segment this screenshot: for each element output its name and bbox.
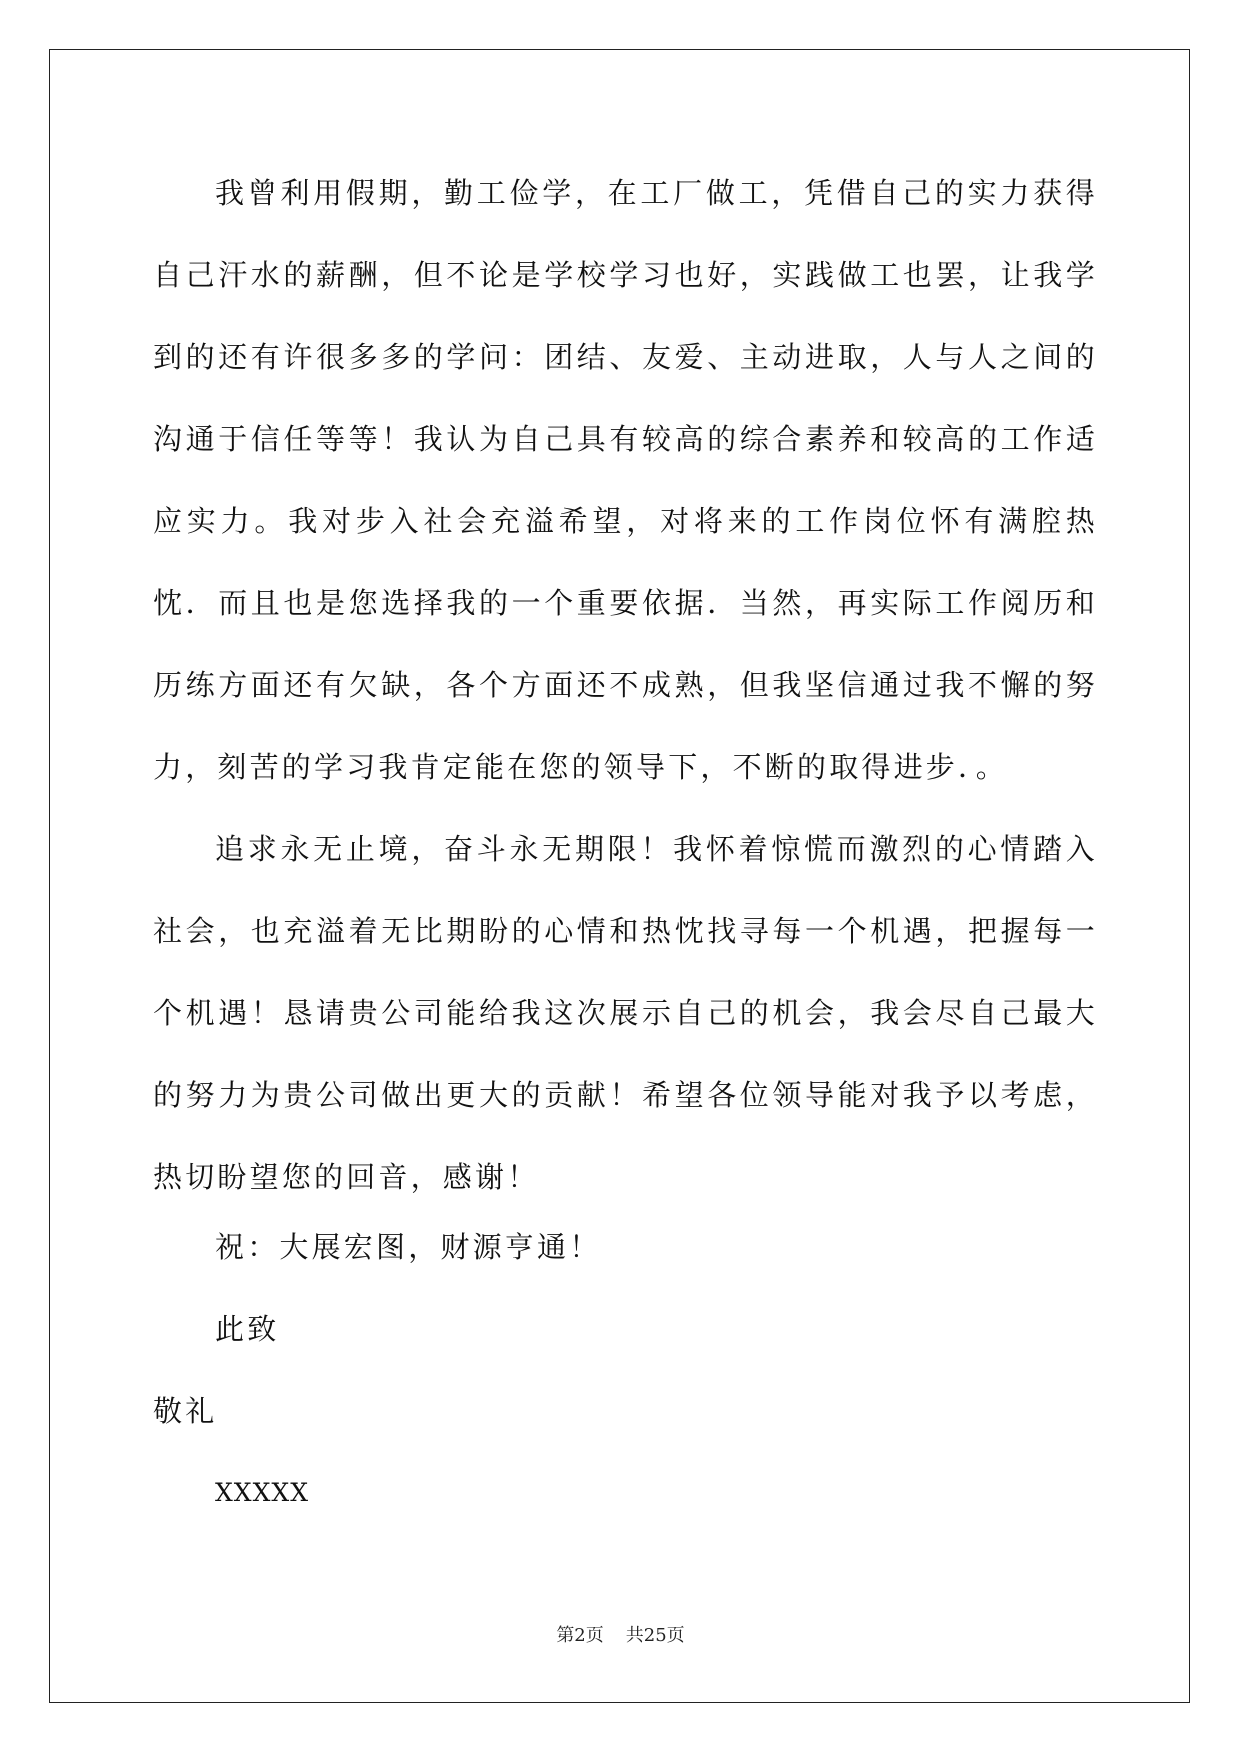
page-number: 第2页 — [556, 1625, 604, 1646]
letter-body — [153, 152, 1098, 1218]
salute-line: 敬礼 — [153, 1394, 218, 1428]
signature: XXXXX — [215, 1478, 309, 1507]
closing-line: 此致 — [215, 1312, 280, 1346]
wish-line: 祝：大展宏图，财源亨通！ — [215, 1230, 602, 1264]
letter-closing — [153, 1206, 1098, 1534]
paragraph-experience: 我曾利用假期，勤工俭学，在工厂做工，凭借自己的实力获得自己汗水的薪酬，但不论是学校学习也好，实践做工也罢，让我学到的还有许很多多的学问：团结、友爱、主动进取，人与人之间的沟通于信任等等！我认为自己具有较高的综合素养和较高的工作适应实力。我对步入社会充溢希望，对将来的工作岗位怀有满腔热忱．而且也是您选择我的一个重要依据．当然，再实际工作阅历和历练方面还有欠缺，各个方面还不成熟，但我坚信通过我不懈的努力，刻苦的学习我肯定能在您的领导下，不断的取得进步．。 — [153, 176, 1098, 784]
page-total: 共25页 — [625, 1625, 685, 1646]
paragraph-aspiration: 追求永无止境，奋斗永无期限！我怀着惊慌而激烈的心情踏入社会，也充溢着无比期盼的心情和热忱找寻每一个机遇，把握每一个机遇！恳请贵公司能给我这次展示自己的机会，我会尽自己最大的努力为贵公司做出更大的贡献！希望各位领导能对我予以考虑，热切盼望您的回音，感谢！ — [153, 832, 1098, 1194]
page-footer — [0, 1624, 1241, 1648]
